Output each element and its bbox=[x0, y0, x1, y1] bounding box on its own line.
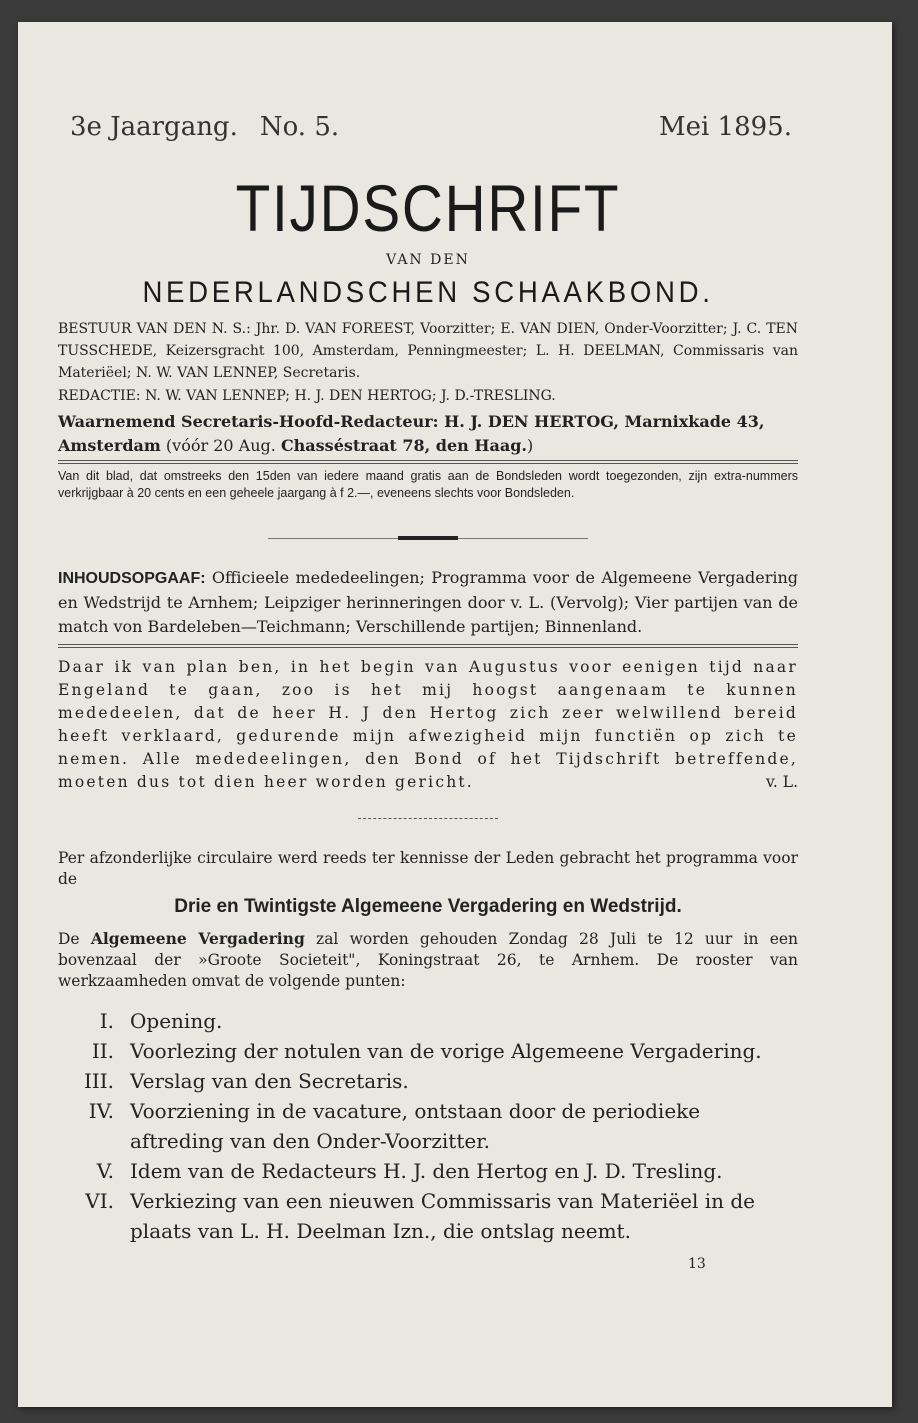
agenda-text: Idem van de Redacteurs H. J. den Hertog en J. D. Tresling. bbox=[130, 1159, 723, 1183]
agenda-item bbox=[58, 1036, 798, 1066]
journal-bond-name: NEDERLANDSCHEN SCHAAKBOND. bbox=[142, 276, 714, 309]
inhoud-label: INHOUDSOPGAAF: bbox=[58, 570, 206, 587]
agenda-num: IV. bbox=[88, 1099, 114, 1123]
divider-dashes bbox=[358, 818, 498, 819]
agenda-text: Voorlezing der notulen van de vorige Algemeene Vergadering. bbox=[130, 1039, 762, 1063]
bestuur-text: BESTUUR VAN DEN N. S.: Jhr. D. VAN FOREEST, Voorzitter; E. VAN DIEN, Onder-Voorzitter; J. C. TEN TUSSCHEDE, Keizersgracht 100, Amsterdam, Penningmeester; L. H. DEELMAN, Commissaris van Materiëel; N. W. VAN LENNEP, Secretaris. bbox=[58, 321, 798, 381]
issue-number: No. 5. bbox=[259, 112, 340, 142]
agenda-text: Verkiezing van een nieuwen Commissaris van Materiëel in de plaats van L. H. Deelman Izn., die ontslag neemt. bbox=[130, 1189, 755, 1243]
subscription-notice: Van dit blad, dat omstreeks den 15den van iedere maand gratis aan de Bondsleden wordt toegezonden, zijn extra-nummers verkrijgbaar à 20 cents en een geheele jaargang à f 2.—, eveneens slechts voor Bondsleden. bbox=[58, 469, 798, 500]
agenda-item bbox=[58, 1186, 798, 1246]
circulaire-text: Per afzonderlijke circulaire werd reeds ter kennisse der Leden gebracht het programma voor de bbox=[58, 849, 798, 888]
alg-bold: Algemeene Vergadering bbox=[90, 929, 305, 948]
waarnemend-close: ) bbox=[526, 436, 534, 455]
agenda-item bbox=[58, 1006, 798, 1036]
divider-ornament bbox=[268, 538, 588, 539]
agenda-num: V. bbox=[96, 1159, 114, 1183]
algemeene-vergadering-text bbox=[58, 928, 798, 992]
waarnemend-bold: Waarnemend Secretaris-Hoofd-Redacteur: H. J. DEN HERTOG, Marnixkade 43, Amsterdam bbox=[58, 412, 765, 455]
agenda-num: III. bbox=[83, 1069, 114, 1093]
waarnemend-redacteur bbox=[58, 410, 798, 458]
agenda-item bbox=[58, 1156, 798, 1186]
journal-subtitle: VAN DEN bbox=[386, 252, 470, 268]
alg-text: zal worden gehouden Zondag 28 Juli te 12 uur in een bovenzaal der »Groote Societeit", Koningstraat 26, te Arnhem. De rooster van werkzaamheden omvat de volgende punten: bbox=[58, 930, 799, 990]
agenda-list bbox=[58, 1006, 798, 1246]
letter-signature: v. L. bbox=[766, 773, 798, 791]
announcement-letter bbox=[58, 656, 798, 794]
agenda-num: II. bbox=[91, 1039, 114, 1063]
alg-pre: De bbox=[58, 930, 91, 948]
agenda-text: Verslag van den Secretaris. bbox=[130, 1069, 409, 1093]
issue-line bbox=[70, 112, 792, 142]
agenda-num: VI. bbox=[85, 1189, 114, 1213]
letter-text: Daar ik van plan ben, in het begin van Augustus voor eenigen tijd naar Engeland te gaan, zoo is het mij hoogst aangenaam te kunnen mededeelen, dat de heer H. J den Hertog zich zeer welwillend bereid heeft verklaard, gedurende mijn afwezigheid mijn functiën op zich te nemen. Alle mededeelingen, den Bond of het Tijdschrift betreffende, moeten dus tot dien heer worden gericht. bbox=[58, 658, 798, 791]
redactie-text: REDACTIE: N. W. VAN LENNEP; H. J. DEN HERTOG; J. D.-TRESLING. bbox=[58, 388, 556, 404]
inhoud-text: Officieele mededeelingen; Programma voor de Algemeene Vergadering en Wedstrijd te Arnhem; Leipziger herinneringen door v. L. (Vervolg); Vier partijen van de match von Bardeleben—Teichmann; Verschillende partijen; Binnenland. bbox=[58, 568, 798, 636]
waarnemend-normal: (vóór 20 Aug. bbox=[160, 436, 281, 455]
rule-double-1 bbox=[58, 460, 798, 464]
waarnemend-address: Chasséstraat 78, den Haag. bbox=[280, 436, 527, 455]
agenda-item bbox=[58, 1096, 798, 1156]
inhoudsopgaaf bbox=[58, 566, 798, 639]
rule-double-2 bbox=[58, 644, 798, 648]
jaargang: 3e Jaargang. bbox=[70, 112, 238, 142]
agenda-item bbox=[58, 1066, 798, 1096]
agenda-num: I. bbox=[99, 1009, 114, 1033]
section-heading: Drie en Twintigste Algemeene Vergadering en Wedstrijd. bbox=[174, 896, 682, 917]
agenda-text: Opening. bbox=[130, 1009, 223, 1033]
issue-date: Mei 1895. bbox=[658, 112, 792, 142]
journal-title: TIJDSCHRIFT bbox=[235, 171, 621, 245]
agenda-text: Voorziening in de vacature, ontstaan door de periodieke aftreding van den Onder-Voorzitter. bbox=[130, 1099, 701, 1153]
page-number: 13 bbox=[688, 1256, 706, 1272]
document-page bbox=[18, 22, 892, 1407]
